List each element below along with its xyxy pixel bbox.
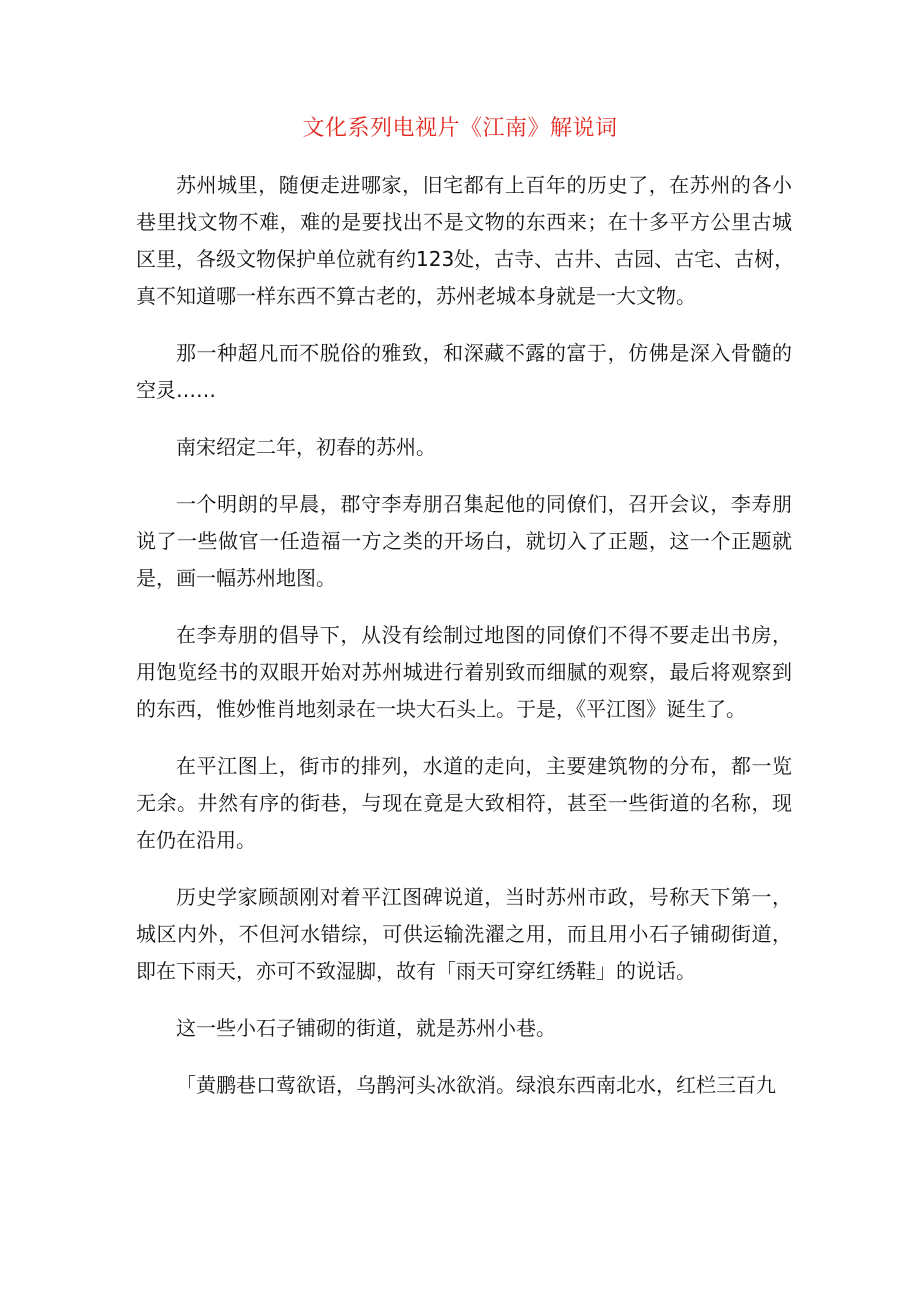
paragraph-line: 这一些小石子铺砌的街道，就是苏州小巷。 — [176, 1016, 556, 1040]
paragraph-line: 「黄鹏巷口莺欲语，乌鹊河头冰欲消。绿浪东西南北水，红栏三百九 — [176, 1073, 776, 1097]
paragraph — [136, 1067, 792, 1104]
paragraph — [136, 335, 792, 409]
paragraph-line: 苏州城里，随便走进哪家，旧宅都有上百年的历史了，在苏州的各小 — [176, 173, 792, 197]
paragraph-line: 南宋绍定二年，初春的苏州。 — [176, 435, 436, 459]
paragraph-line: 在平江图上，街市的排列，水道的走向，主要建筑物的分布，都一览 — [176, 754, 792, 778]
paragraph-line: 空灵…… — [136, 378, 216, 402]
paragraph-gap — [136, 466, 792, 486]
paragraph-line: 即在下雨天，亦可不致湿脚，故有「雨天可穿红绣鞋」的说话。 — [136, 959, 696, 983]
paragraph-line: 是，画一幅苏州地图。 — [136, 566, 336, 590]
paragraph-line: 真不知道哪一样东西不算古老的，苏州老城本身就是一大文物。 — [136, 284, 696, 308]
paragraph — [136, 486, 792, 597]
paragraph-line: 在仍在沿用。 — [136, 828, 256, 852]
paragraph — [136, 1010, 792, 1047]
paragraph — [136, 167, 795, 315]
paragraph-line: 无余。井然有序的街巷，与现在竟是大致相符，甚至一些街道的名称，现 — [136, 791, 792, 815]
paragraph-gap — [136, 315, 792, 335]
paragraph-line: 区里，各级文物保护单位就有约123处，古寺、古井、古园、古宅、古树， — [136, 247, 795, 271]
paragraph-gap — [136, 859, 792, 879]
paragraph-line: 巷里找文物不难，难的是要找出不是文物的东西来；在十多平方公里古城 — [136, 210, 792, 234]
document-body — [136, 167, 795, 1104]
paragraph — [136, 748, 792, 859]
paragraph-line: 用饱览经书的双眼开始对苏州城进行着别致而细腻的观察，最后将观察到 — [136, 660, 792, 684]
paragraph-gap — [136, 728, 792, 748]
paragraph — [136, 429, 792, 466]
paragraph-line: 说了一些做官一任造福一方之类的开场白，就切入了正题，这一个正题就 — [136, 529, 792, 553]
paragraph-gap — [136, 597, 792, 617]
paragraph-line: 那一种超凡而不脱俗的雅致，和深藏不露的富于，仿佛是深入骨髓的 — [176, 341, 792, 365]
document-title: 文化系列电视片《江南》解说词 — [302, 116, 618, 141]
paragraph-gap — [136, 1047, 792, 1067]
paragraph-line: 历史学家顾颉刚对着平江图碑说道，当时苏州市政，号称天下第一， — [176, 885, 792, 909]
paragraph-gap — [136, 409, 792, 429]
paragraph — [136, 879, 792, 990]
paragraph — [136, 617, 792, 728]
paragraph-line: 在李寿朋的倡导下，从没有绘制过地图的同僚们不得不要走出书房， — [176, 623, 792, 647]
paragraph-line: 城区内外，不但河水错综，可供运输洗濯之用，而且用小石子铺砌街道， — [136, 922, 792, 946]
paragraph-line: 一个明朗的早晨，郡守李寿朋召集起他的同僚们，召开会议，李寿朋 — [176, 492, 792, 516]
paragraph-gap — [136, 990, 792, 1010]
paragraph-line: 的东西，惟妙惟肖地刻录在一块大石头上。于是，《平江图》诞生了。 — [136, 697, 746, 721]
